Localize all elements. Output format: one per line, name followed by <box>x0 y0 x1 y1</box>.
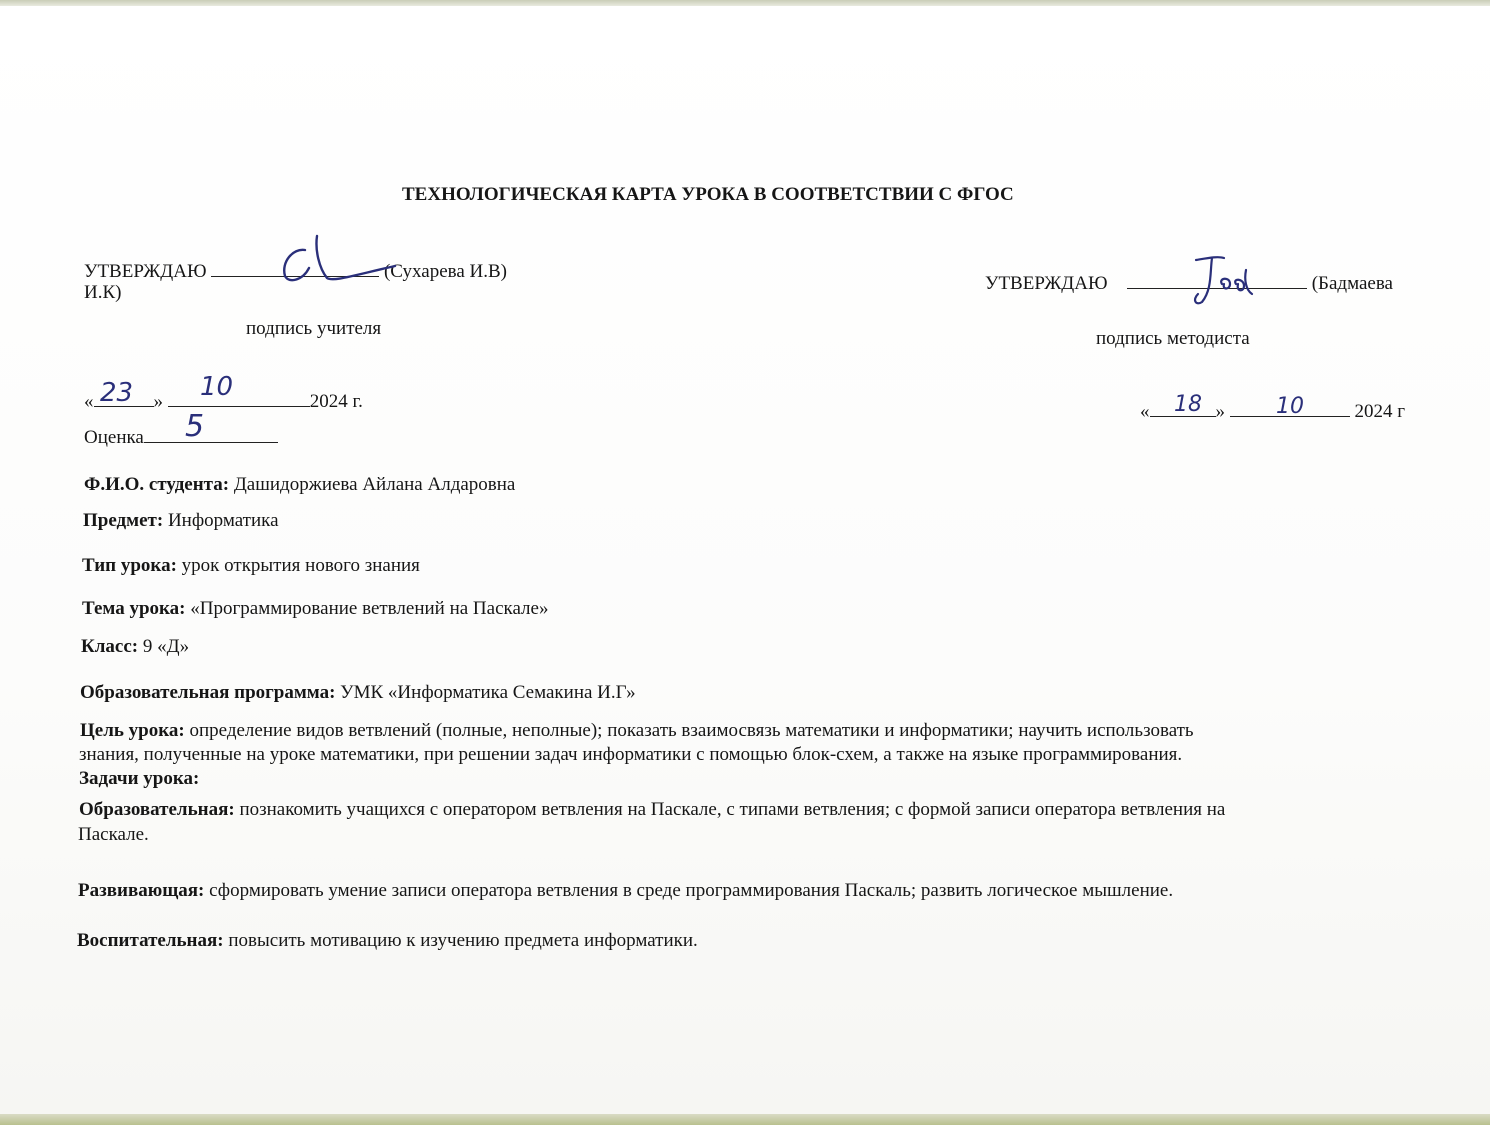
handwritten-month-right: 10 <box>1276 394 1304 419</box>
teacher-signature-caption: подпись учителя <box>246 318 382 339</box>
date-close-quote: » <box>153 391 163 412</box>
handwritten-grade: 5 <box>185 409 205 444</box>
upb-task-label: Воспитательная: <box>77 930 224 951</box>
approval-left-name-cont: И.К) <box>84 282 122 303</box>
date-open-quote: « <box>84 391 94 412</box>
tasks-heading-row <box>79 768 199 790</box>
lesson-type-label: Тип урока: <box>82 555 177 576</box>
dev-task <box>78 880 1173 902</box>
student-label: Ф.И.О. студента: <box>84 474 230 495</box>
methodist-signature-caption: подпись методиста <box>1096 328 1250 349</box>
dev-task-label: Развивающая: <box>78 880 205 901</box>
month-line <box>168 388 310 407</box>
approval-right-label: УТВЕРЖДАЮ <box>985 273 1108 294</box>
teacher-signature <box>275 228 405 288</box>
methodist-signature <box>1188 250 1268 310</box>
subject-field <box>83 510 279 532</box>
class-label: Класс: <box>81 636 139 657</box>
handwritten-day-right: 18 <box>1174 392 1202 417</box>
dev-task-value: сформировать умение записи оператора ветвления в среде программирования Паскаль; развить логическое мышление. <box>204 880 1174 901</box>
lesson-type-value: урок открытия нового знания <box>176 555 420 576</box>
topic-label: Тема урока: <box>82 598 186 619</box>
approval-left-name: (Сухарева И.В) <box>383 261 508 282</box>
approval-left-label: УТВЕРЖДАЮ <box>84 261 207 282</box>
handwritten-month-left: 10 <box>200 372 234 402</box>
approval-right-name: (Бадмаева <box>1311 273 1393 294</box>
edu-task-value-line1: познакомить учащихся с оператором ветвления на Паскале, с типами ветвления; с формой записи оператора ветвления на <box>234 799 1226 820</box>
goal-field <box>80 720 1194 742</box>
handwritten-day-left: 23 <box>100 378 134 408</box>
date-year: 2024 г. <box>309 391 363 412</box>
subject-value: Информатика <box>163 510 279 531</box>
upb-task <box>77 930 698 952</box>
lesson-type-field <box>82 555 420 577</box>
topic-value: «Программирование ветвлений на Паскале» <box>185 598 549 619</box>
program-field <box>80 682 636 704</box>
date-year-right: 2024 г <box>1354 401 1406 422</box>
class-field <box>81 636 189 658</box>
goal-value-line2: знания, полученные на уроке математики, при решении задач информатики с помощью блок-схем, а также на языке программирования. <box>79 744 1183 765</box>
goal-value-line1: определение видов ветвлений (полные, неполные); показать взаимосвязь математики и информатики; научить использовать <box>184 720 1194 741</box>
edu-task-value-line2: Паскале. <box>78 824 149 845</box>
goal-label: Цель урока: <box>80 720 185 741</box>
page-bottom-edge <box>0 1114 1490 1125</box>
edu-task <box>79 799 1225 821</box>
grade-label: Оценка <box>84 427 144 448</box>
tasks-heading: Задачи урока: <box>79 768 200 789</box>
student-field <box>84 474 515 496</box>
date-open-quote-right: « <box>1140 401 1150 422</box>
grade-line <box>144 424 278 443</box>
date-close-quote-right: » <box>1215 401 1225 422</box>
grade-row <box>84 424 278 449</box>
edu-task-label: Образовательная: <box>79 799 235 820</box>
document-title: ТЕХНОЛОГИЧЕСКАЯ КАРТА УРОКА В СООТВЕТСТВИИ С ФГОС <box>402 184 1014 205</box>
class-value: 9 «Д» <box>138 636 190 657</box>
student-value: Дашидоржиева Айлана Алдаровна <box>229 474 516 495</box>
subject-label: Предмет: <box>83 510 164 531</box>
program-label: Образовательная программа: <box>80 682 336 703</box>
topic-field <box>82 598 548 620</box>
program-value: УМК «Информатика Семакина И.Г» <box>335 682 636 703</box>
upb-task-value: повысить мотивацию к изучению предмета информатики. <box>223 930 698 951</box>
